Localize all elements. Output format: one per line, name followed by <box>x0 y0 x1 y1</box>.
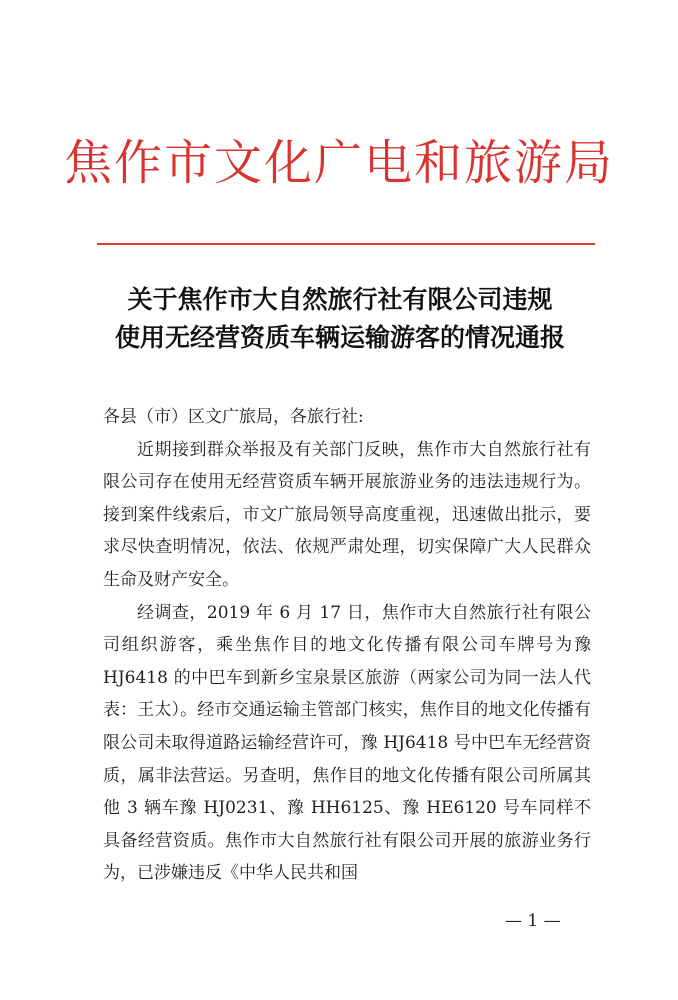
document-title-line-2: 使用无经营资质车辆运输游客的情况通报 <box>114 323 565 352</box>
page-number: — 1 — <box>505 911 561 931</box>
document-body <box>103 401 591 890</box>
document-title-line-1: 关于焦作市大自然旅行社有限公司违规 <box>127 285 553 314</box>
paragraph-2: 经调查，2019 年 6 月 17 日，焦作市大自然旅行社有限公司组织游客，乘坐焦作目的地文化传播有限公司车牌号为豫 HJ6418 的中巴车到新乡宝泉景区旅游（两家公司为同一法人代表：王太）。经市交通运输主管部门核实，焦作目的地文化传播有限公司未取得道路运输经营许可，豫 HJ6418 号中巴车无经营资质，属非法营运。另查明，焦作目的地文化传播有限公司所属其他 3 辆车豫 HJ0231、豫 HH6125、豫 HE6120 号车同样不具备经营资质。焦作市大自然旅行社有限公司开展的旅游业务行为，已涉嫌违反《中华人民共和国 <box>103 602 591 884</box>
red-divider-line <box>97 243 595 245</box>
issuing-organization-header: 焦作市文化广电和旅游局 <box>63 135 614 191</box>
paragraph-1: 近期接到群众举报及有关部门反映，焦作市大自然旅行社有限公司存在使用无经营资质车辆开展旅游业务的违法违规行为。接到案件线索后，市文广旅局领导高度重视，迅速做出批示，要求尽快查明情况，依法、依规严肃处理，切实保障广大人民群众生命及财产安全。 <box>103 439 591 590</box>
document-title <box>60 281 620 357</box>
salutation: 各县（市）区文广旅局，各旅行社: <box>103 407 364 427</box>
